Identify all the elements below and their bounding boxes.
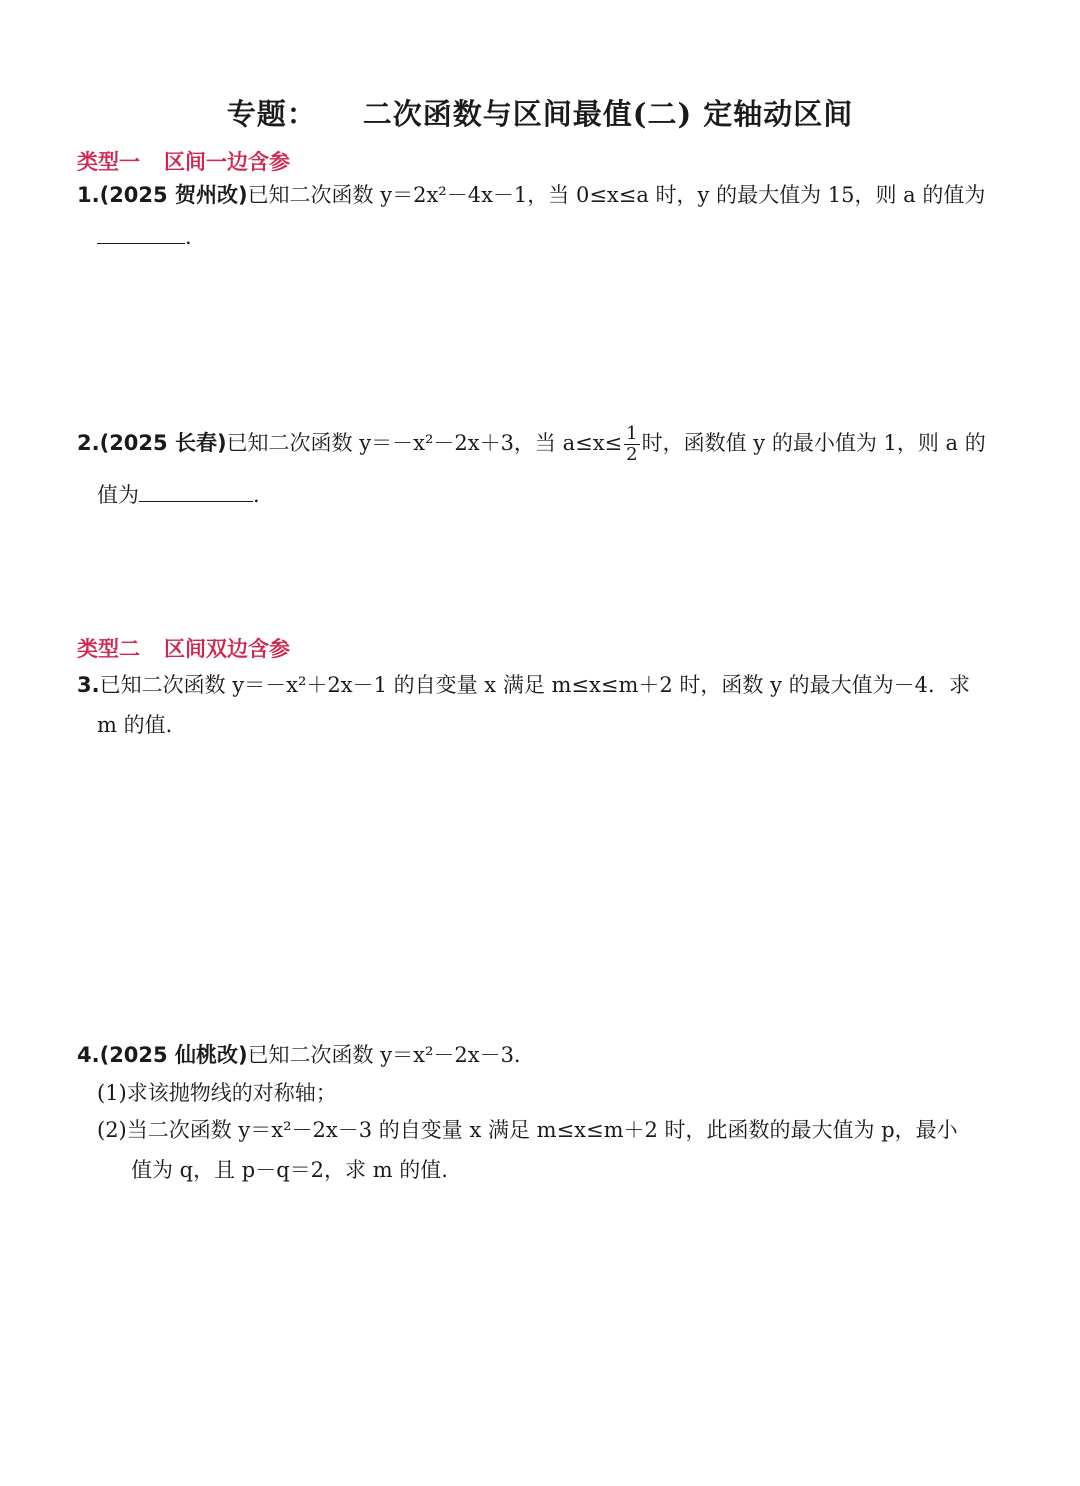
problem-number: 2.: [77, 431, 100, 455]
fraction: [624, 424, 639, 465]
problem-text: 已知二次函数 y＝x²－2x－3.: [247, 1043, 521, 1067]
problem-3-line1: [77, 670, 970, 700]
page-title: [0, 92, 1080, 133]
problem-number: 3.: [77, 673, 100, 697]
problem-4-sub1: [97, 1078, 337, 1108]
problem-text: (2)当二次函数 y＝x²－2x－3 的自变量 x 满足 m≤x≤m＋2 时，此函数的最大值为 p，最小: [97, 1118, 958, 1142]
problem-text: 已知二次函数 y＝－x²＋2x－1 的自变量 x 满足 m≤x≤m＋2 时，函数 y 的最大值为－4．求: [99, 673, 970, 697]
problem-text: 值为: [97, 483, 139, 507]
problem-text: (1)求该抛物线的对称轴；: [97, 1081, 337, 1105]
fraction-denominator: 2: [626, 444, 638, 465]
problem-1-line1: [77, 180, 985, 210]
title-left: 专题：: [226, 97, 317, 131]
problem-1-line2: [97, 222, 192, 252]
section-header-type1: [77, 146, 290, 176]
title-right: 二次函数与区间最值(二) 定轴动区间: [362, 97, 854, 131]
section-label: 类型二: [77, 637, 140, 661]
problem-text-cont: 时，函数值 y 的最小值为 1，则 a 的: [641, 431, 986, 455]
answer-blank[interactable]: [139, 483, 253, 502]
problem-2-line1: [77, 424, 986, 465]
section-label: 类型一: [77, 150, 140, 174]
problem-2-line2: [97, 480, 260, 510]
section-name: 区间双边含参: [164, 637, 290, 661]
problem-text: 值为 q，且 p－q＝2，求 m 的值.: [131, 1158, 448, 1182]
fraction-numerator: 1: [626, 423, 638, 444]
line-end: .: [253, 483, 260, 507]
problem-text: m 的值.: [97, 713, 173, 737]
section-header-type2: [77, 633, 290, 663]
problem-4-sub2-line1: [97, 1115, 958, 1145]
problem-text: 已知二次函数 y＝2x²－4x－1，当 0≤x≤a 时，y 的最大值为 15，则 a 的值为: [247, 183, 986, 207]
problem-source: (2025 仙桃改): [99, 1043, 248, 1067]
problem-number: 4.: [77, 1043, 100, 1067]
line-end: .: [185, 225, 192, 249]
problem-source: (2025 贺州改): [99, 183, 248, 207]
problem-3-line2: [97, 710, 172, 740]
problem-4-sub2-line2: [131, 1155, 448, 1185]
problem-number: 1.: [77, 183, 100, 207]
section-name: 区间一边含参: [164, 150, 290, 174]
problem-source: (2025 长春): [99, 431, 227, 455]
answer-blank[interactable]: [97, 225, 185, 244]
problem-text: 已知二次函数 y＝－x²－2x＋3，当 a≤x≤: [226, 431, 623, 455]
problem-4-line1: [77, 1040, 521, 1070]
